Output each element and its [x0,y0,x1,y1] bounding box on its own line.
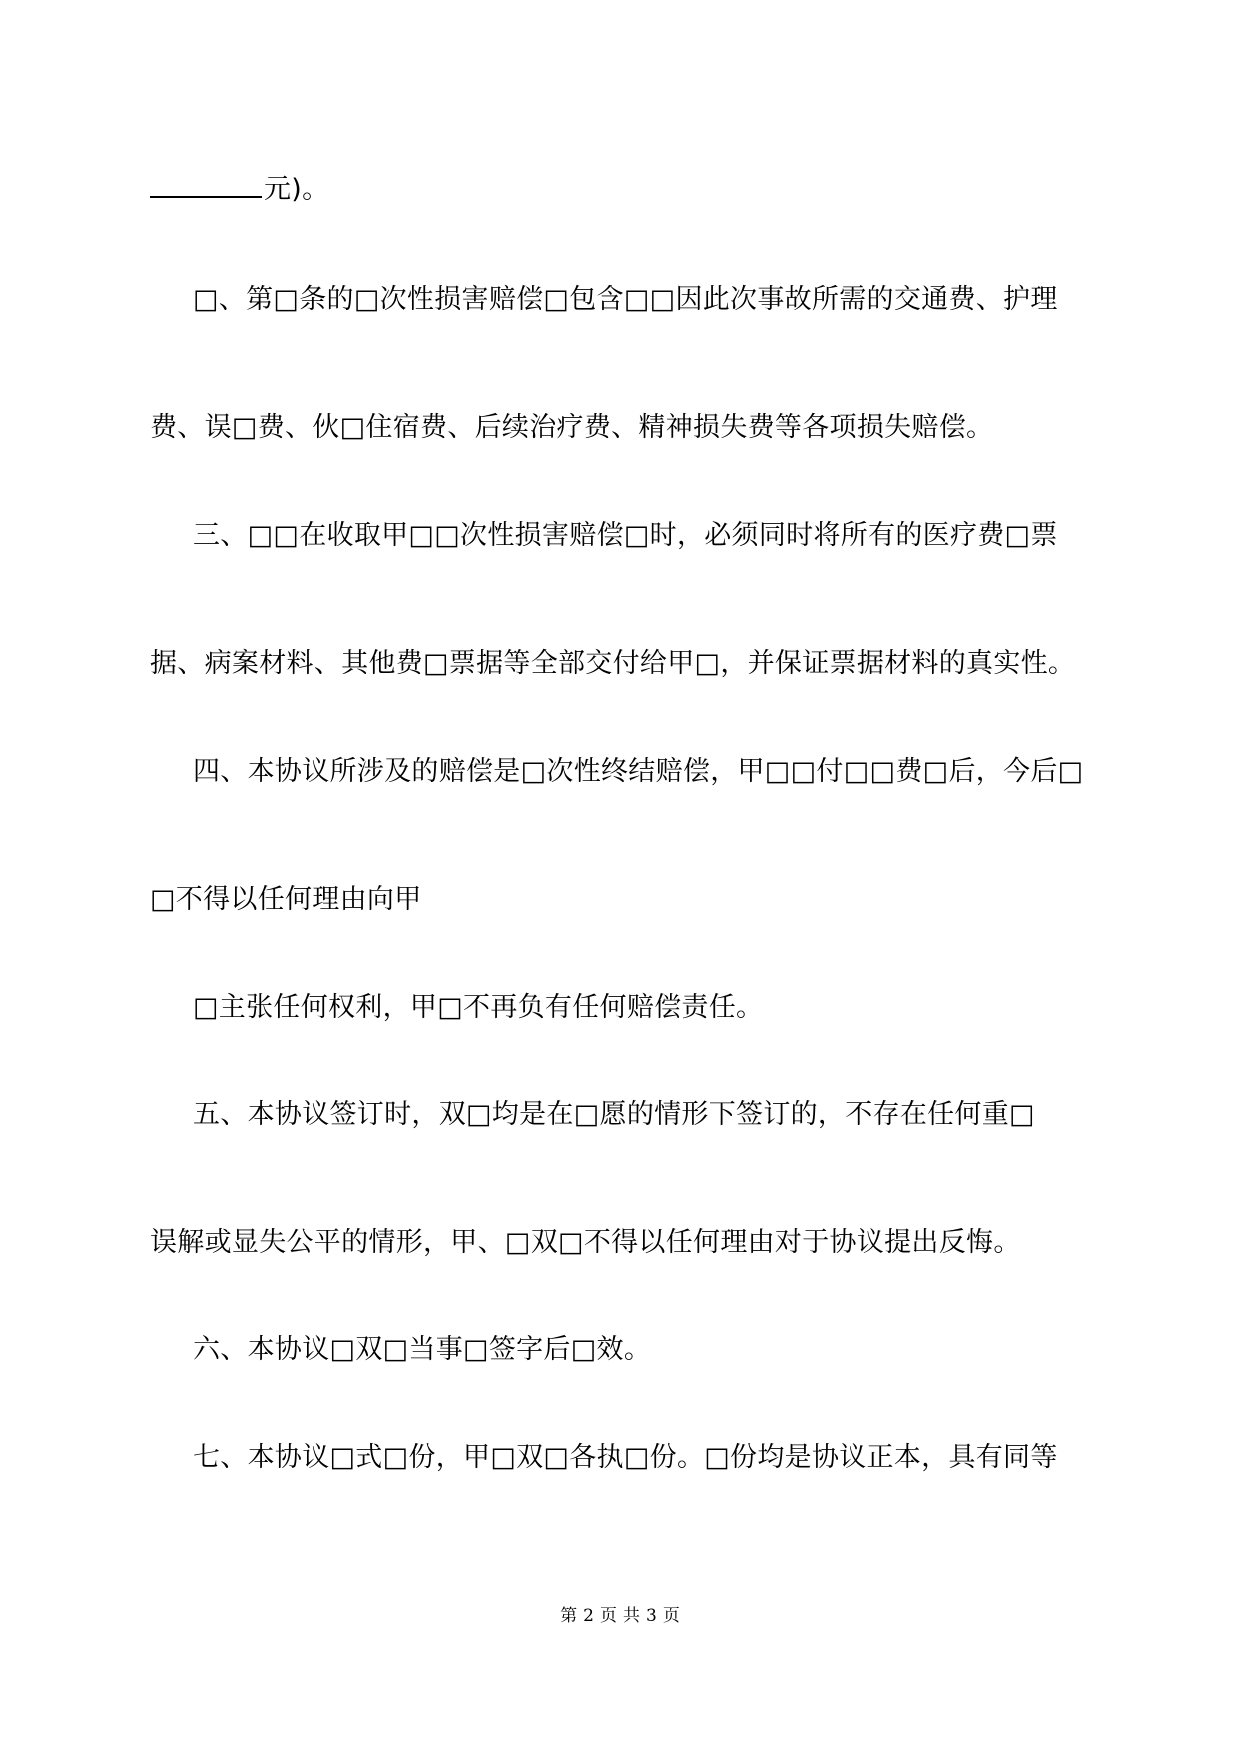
footer-current-page: 2 [583,1606,594,1626]
paragraph-line-8: □主张任何权利，甲□不再负有任何赔偿责任。 [193,992,764,1023]
page-footer [0,1604,1240,1628]
footer-label-page: 第 [560,1606,578,1626]
paragraph-line-9: 五、本协议签订时，双□均是在□愿的情形下签订的，不存在任何重□ [193,1099,1035,1130]
paragraph-line-3: 费、误□费、伙□住宿费、后续治疗费、精神损失费等各项损失赔偿。 [150,412,994,443]
fill-in-blank [150,174,262,198]
paragraph-line-12: 七、本协议□式□份，甲□双□各执□份。□份均是协议正本，具有同等 [193,1442,1058,1473]
amount-unit-text: 元)。 [264,174,330,205]
paragraph-line-1 [150,172,329,208]
paragraph-line-7: □不得以任何理由向甲 [150,884,422,915]
paragraph-line-2: □、第□条的□次性损害赔偿□包含□□因此次事故所需的交通费、护理 [193,284,1058,315]
paragraph-line-4: 三、□□在收取甲□□次性损害赔偿□时，必须同时将所有的医疗费□票 [193,520,1058,551]
paragraph-line-10: 误解或显失公平的情形，甲、□双□不得以任何理由对于协议提出反悔。 [150,1227,1021,1258]
paragraph-line-5: 据、病案材料、其他费□票据等全部交付给甲□，并保证票据材料的真实性。 [150,648,1076,679]
footer-unit-1: 页 [600,1606,617,1626]
footer-unit-2: 页 [662,1606,680,1626]
paragraph-line-6: 四、本协议所涉及的赔偿是□次性终结赔偿，甲□□付□□费□后，今后□ [193,756,1084,787]
paragraph-line-11: 六、本协议□双□当事□签字后□效。 [193,1334,652,1365]
footer-label-total: 共 [623,1606,640,1626]
footer-total-pages: 3 [646,1606,657,1626]
